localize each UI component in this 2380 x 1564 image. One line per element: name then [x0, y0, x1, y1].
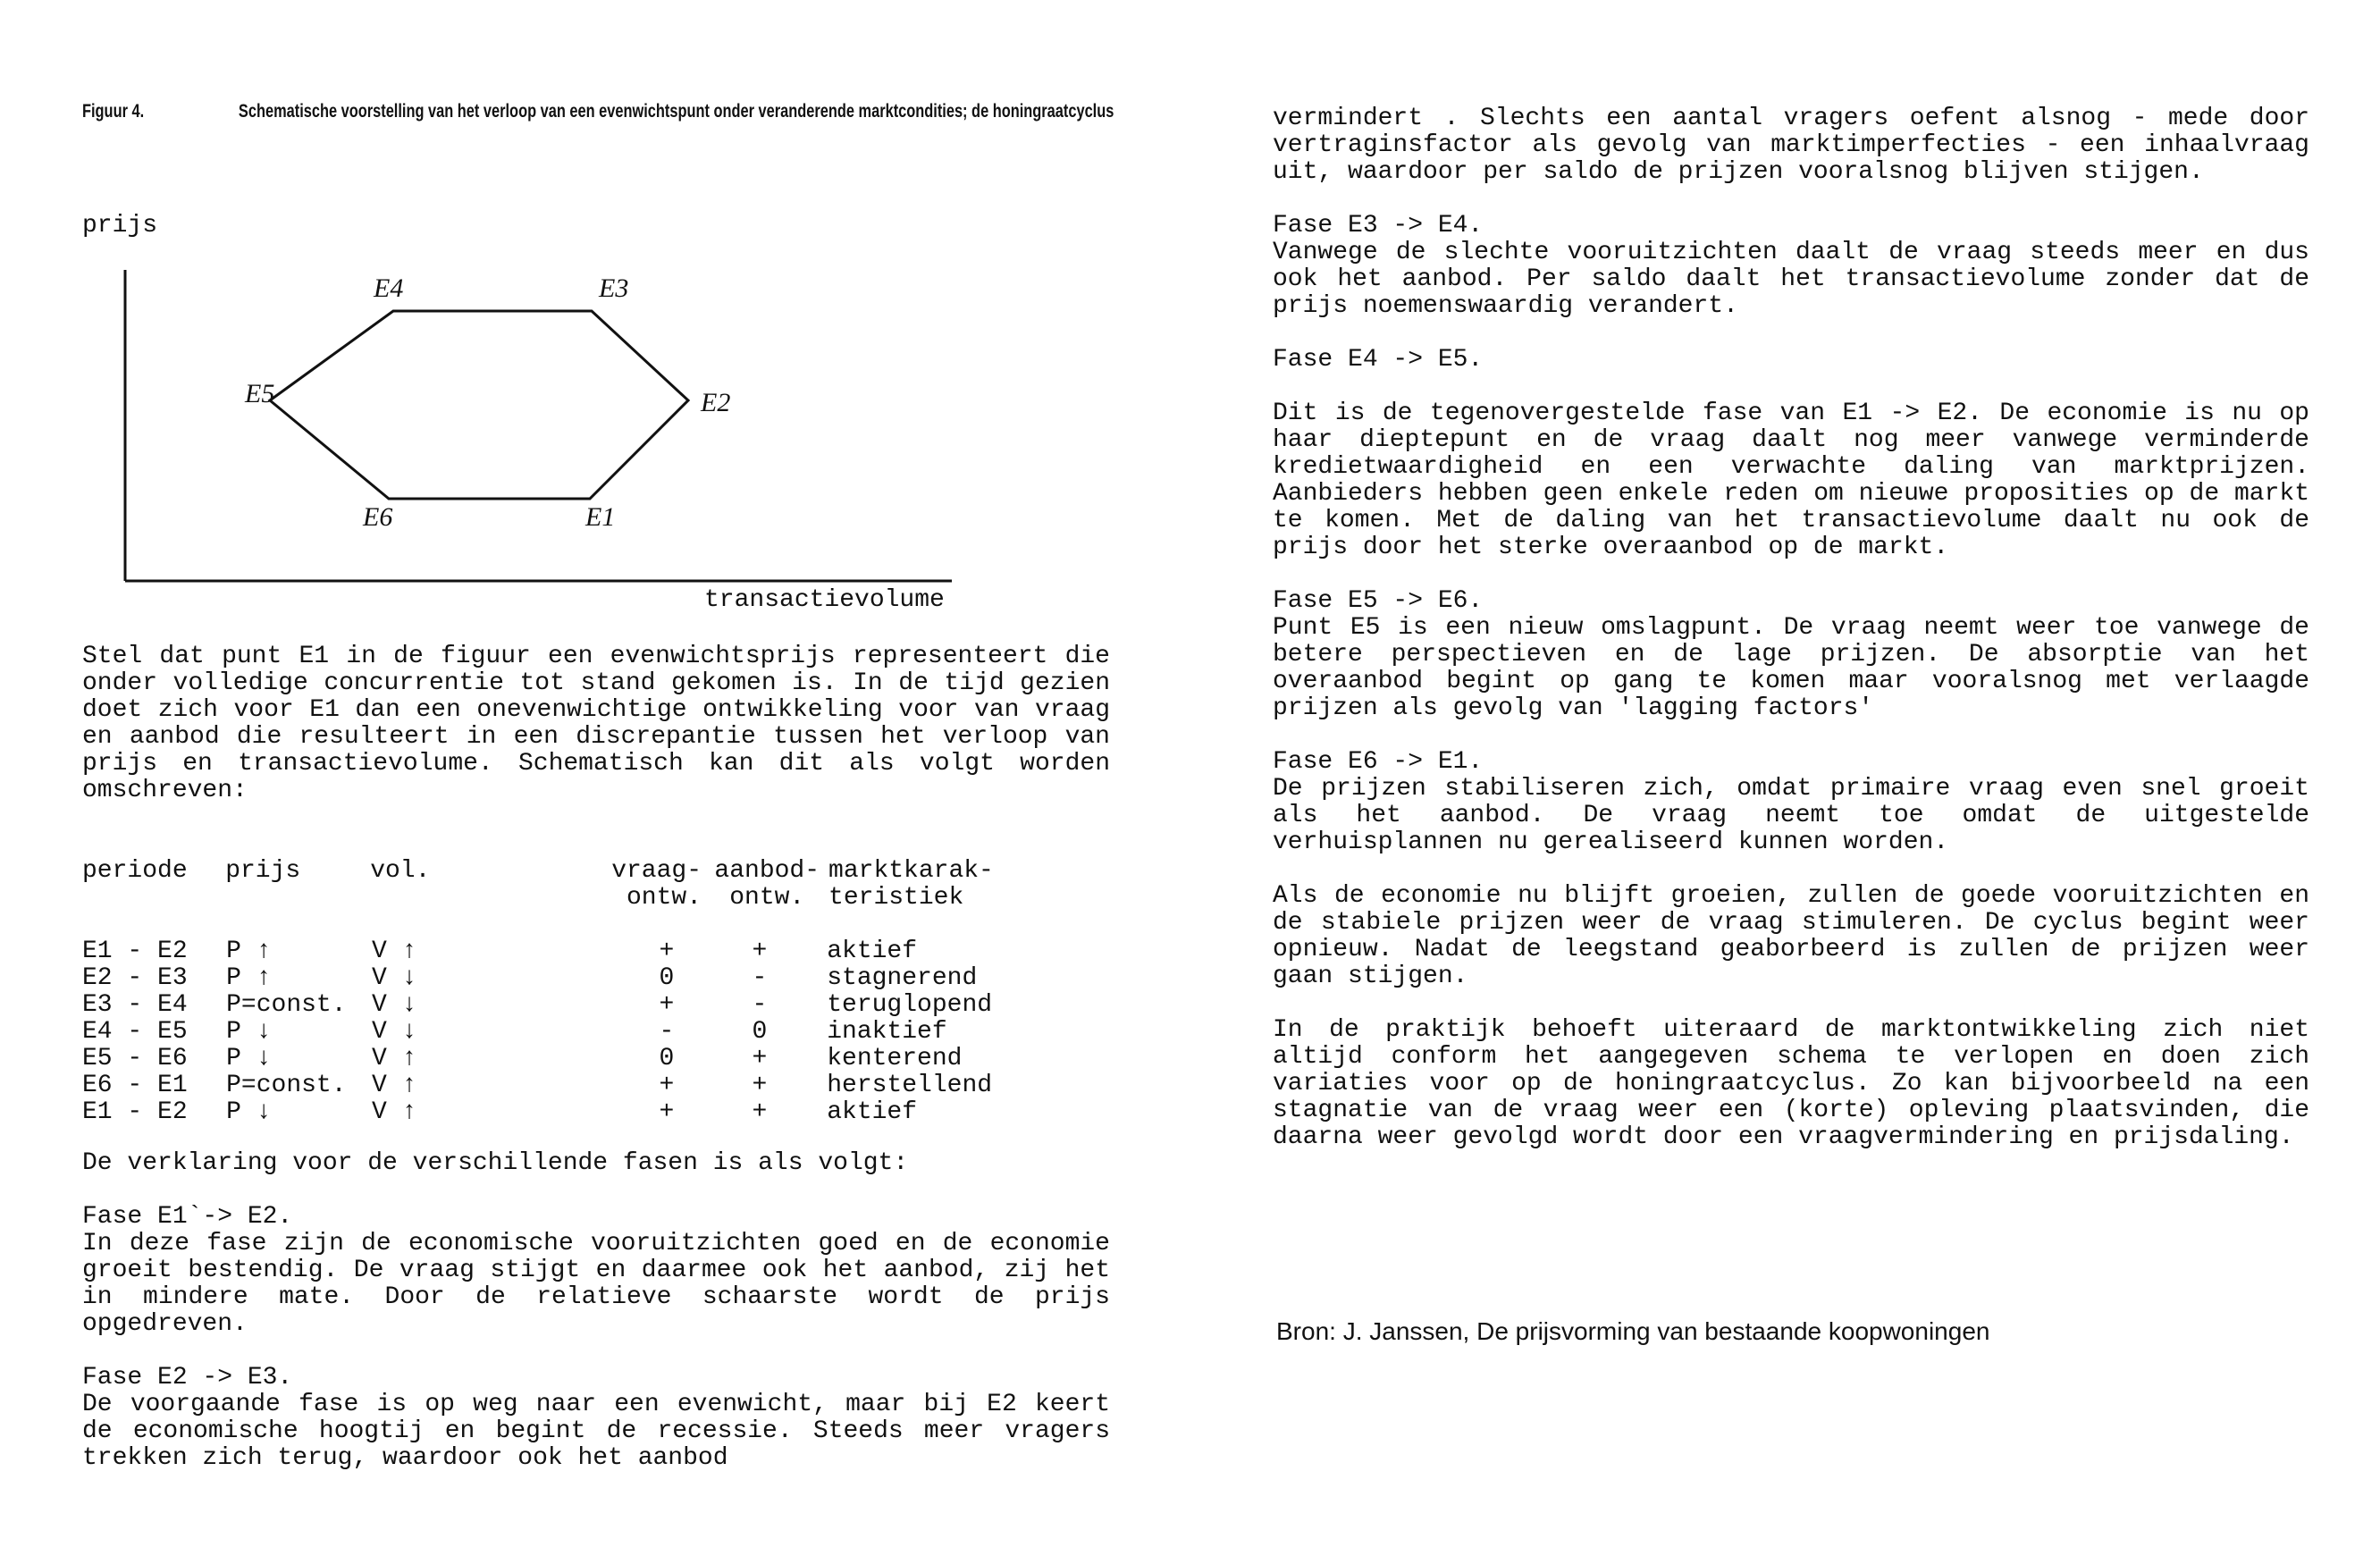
- phase-text: In deze fase zijn de economische vooruitzichten goed en de economie groeit bestendig. De vraag stijgt en daarmee ook het aanbod, zij het in mindere mate. Door de relatieve schaarste wordt de prijs opgedreven.: [82, 1230, 1110, 1338]
- practice-text: In de praktijk behoeft uiteraard de marktontwikkeling zich niet altijd conform het aangegeven schema te verlopen en doen zich variaties voor op de honingraatcyclus. Zo kan bijvoorbeeld na een stagnatie van de vraag weer een (korte) opleving plaatsvinden, die daarna weer gevolgd wordt door een vraagvermindering en prijsdaling.: [1273, 1016, 2309, 1151]
- cell-aanbod: +: [752, 1072, 768, 1099]
- cell-aanbod: +: [752, 1098, 768, 1126]
- phase-text: Vanwege de slechte vooruitzichten daalt de vraag steeds meer en dus ook het aanbod. Per saldo daalt het transactievolume zonder dat de prijs noemenswaardig verandert.: [1273, 239, 2309, 320]
- phase-title: Fase E3 -> E4.: [1273, 212, 1484, 240]
- cell-vol: V ↑: [372, 938, 417, 965]
- phase-block: [82, 1365, 1110, 1472]
- x-axis-label: transactievolume: [704, 586, 945, 614]
- cell-prijs: P ↓: [226, 1045, 272, 1072]
- header-periode: periode: [82, 857, 188, 885]
- cell-vraag: +: [659, 1072, 675, 1099]
- table-body: [82, 938, 1110, 1126]
- cell-vol: V ↓: [372, 964, 417, 992]
- cell-markt: inaktief: [827, 1018, 947, 1046]
- table-row: [82, 992, 1110, 1019]
- cell-aanbod: -: [752, 991, 768, 1019]
- honeycomb-diagram: [89, 241, 1001, 617]
- cell-aanbod: +: [752, 1045, 768, 1072]
- figure-number: Figuur 4.: [82, 101, 145, 122]
- cell-periode: E1 - E2: [82, 938, 188, 965]
- left-column: [82, 98, 1114, 124]
- phase-title: Fase E5 -> E6.: [1273, 587, 1484, 615]
- phase-title: Fase E2 -> E3.: [82, 1364, 293, 1392]
- cell-aanbod: 0: [752, 1018, 768, 1046]
- phase-table: [82, 858, 1110, 1126]
- cell-vraag: -: [659, 1018, 675, 1046]
- table-header-row: [82, 857, 1110, 912]
- cell-vol: V ↓: [372, 991, 417, 1019]
- left-explanation: [82, 1150, 1110, 1499]
- cell-markt: aktief: [827, 1098, 918, 1126]
- intro-paragraph: [82, 643, 1110, 831]
- cell-aanbod: -: [752, 964, 768, 992]
- phase-block: [1273, 588, 2309, 722]
- explanation-intro: De verklaring voor de verschillende fasen is als volgt:: [82, 1149, 909, 1177]
- cell-prijs: P ↑: [226, 964, 272, 992]
- phase-text-continued: vermindert . Slechts een aantal vragers oefent alsnog - mede door vertraginsfactor als gevolg van marktimperfecties - een inhaalvraag uit, waardoor per saldo de prijzen vooralsnog blijven stijgen.: [1273, 105, 2309, 186]
- cell-vol: V ↑: [372, 1072, 417, 1099]
- point-label-e6: E6: [363, 502, 393, 532]
- phase-text: De prijzen stabiliseren zich, omdat primaire vraag even snel groeit als het aanbod. De vraag neemt toe omdat de uitgestelde verhuisplannen nu gerealiseerd kunnen worden.: [1273, 775, 2309, 856]
- point-label-e4: E4: [374, 273, 404, 303]
- phase-text: Punt E5 is een nieuw omslagpunt. De vraag neemt weer toe vanwege de betere perspectieven en de lage prijzen. De absorptie van het overaanbod begint op gang te komen maar vooralsnog met verlaagde prijzen als gevolg van 'lagging factors': [1273, 614, 2309, 722]
- cell-aanbod: +: [752, 938, 768, 965]
- cell-markt: stagnerend: [827, 964, 978, 992]
- header-vol: vol.: [370, 857, 431, 885]
- phase-block: [1273, 749, 2309, 856]
- cell-prijs: P=const.: [226, 1072, 347, 1099]
- cell-prijs: P=const.: [226, 991, 347, 1019]
- conclusion-text: Als de economie nu blijft groeien, zullen de goede vooruitzichten en de stabiele prijzen weer de vraag stimuleren. De cyclus begint weer opnieuw. Nadat de leegstand geaborbeerd is zullen de prijzen weer gaan stijgen.: [1273, 882, 2309, 990]
- cell-prijs: P ↓: [226, 1018, 272, 1046]
- cell-markt: teruglopend: [827, 991, 993, 1019]
- cell-periode: E1 - E2: [82, 1098, 188, 1126]
- cell-vol: V ↓: [372, 1018, 417, 1046]
- cell-vraag: 0: [659, 964, 675, 992]
- cell-prijs: P ↑: [226, 938, 272, 965]
- intro-text: Stel dat punt E1 in de figuur een evenwichtsprijs representeert die onder volledige concurrentie tot stand gekomen is. In de tijd gezien doet zich voor E1 dan een onevenwichtige ontwikkeling voor van vraag en aanbod die resulteert in een discrepantie tussen het verloop van prijs en transactievolume. Schematisch kan dit als volgt worden omschreven:: [82, 643, 1110, 804]
- phase-block: [82, 1204, 1110, 1338]
- phase-title: Fase E1`-> E2.: [82, 1203, 293, 1231]
- phase-text: Dit is de tegenovergestelde fase van E1 -> E2. De economie is nu op haar dieptepunt en de vraag daalt nog meer vanwege verminderde kredietwaardigheid en een verwachte daling van marktprijzen. Aanbieders hebben geen enkele reden om nieuwe proposities op de markt te komen. Met de daling van het transactievolume daalt nu ook de prijs door het sterke overaanbod op de markt.: [1273, 399, 2309, 561]
- cell-markt: kenterend: [827, 1045, 963, 1072]
- honeycomb-hexagon: [270, 311, 688, 499]
- header-markt: marktkarak- teristiek: [828, 857, 994, 912]
- header-aanbod: aanbod- ontw.: [714, 857, 820, 912]
- point-label-e1: E1: [585, 502, 616, 532]
- cell-vol: V ↑: [372, 1045, 417, 1072]
- table-row: [82, 1099, 1110, 1126]
- cell-vol: V ↑: [372, 1098, 417, 1126]
- cell-periode: E2 - E3: [82, 964, 188, 992]
- y-axis-label: prijs: [82, 212, 158, 240]
- point-label-e3: E3: [599, 273, 629, 303]
- phase-block: [1273, 213, 2309, 320]
- point-label-e5: E5: [245, 379, 275, 408]
- cell-markt: aktief: [827, 938, 918, 965]
- cell-periode: E3 - E4: [82, 991, 188, 1019]
- figure-caption-text: Schematische voorstelling van het verloop van een evenwichtspunt onder veranderende marktcondities; de honingraatcyclus: [238, 101, 1114, 122]
- cell-vraag: +: [659, 1098, 675, 1126]
- table-row: [82, 1019, 1110, 1046]
- table-row: [82, 938, 1110, 965]
- cell-vraag: +: [659, 991, 675, 1019]
- cell-periode: E4 - E5: [82, 1018, 188, 1046]
- figure-caption: [82, 98, 1128, 124]
- cell-vraag: +: [659, 938, 675, 965]
- header-prijs: prijs: [225, 857, 301, 885]
- table-row: [82, 1072, 1110, 1099]
- point-label-e2: E2: [701, 388, 731, 417]
- table-row: [82, 965, 1110, 992]
- header-vraag: vraag- ontw.: [611, 857, 702, 912]
- cell-periode: E6 - E1: [82, 1072, 188, 1099]
- phase-title: Fase E6 -> E1.: [1273, 748, 1484, 776]
- phase-title: Fase E4 -> E5.: [1273, 346, 1484, 374]
- cell-periode: E5 - E6: [82, 1045, 188, 1072]
- table-row: [82, 1046, 1110, 1072]
- source-note: Bron: J. Janssen, De prijsvorming van bestaande koopwoningen: [1276, 1317, 1990, 1345]
- right-column: [1273, 105, 2309, 1178]
- cell-vraag: 0: [659, 1045, 675, 1072]
- cell-prijs: P ↓: [226, 1098, 272, 1126]
- cell-markt: herstellend: [827, 1072, 993, 1099]
- phase-text: De voorgaande fase is op weg naar een evenwicht, maar bij E2 keert de economische hoogtij en begint de recessie. Steeds meer vragers trekken zich terug, waardoor ook het aanbod: [82, 1391, 1110, 1472]
